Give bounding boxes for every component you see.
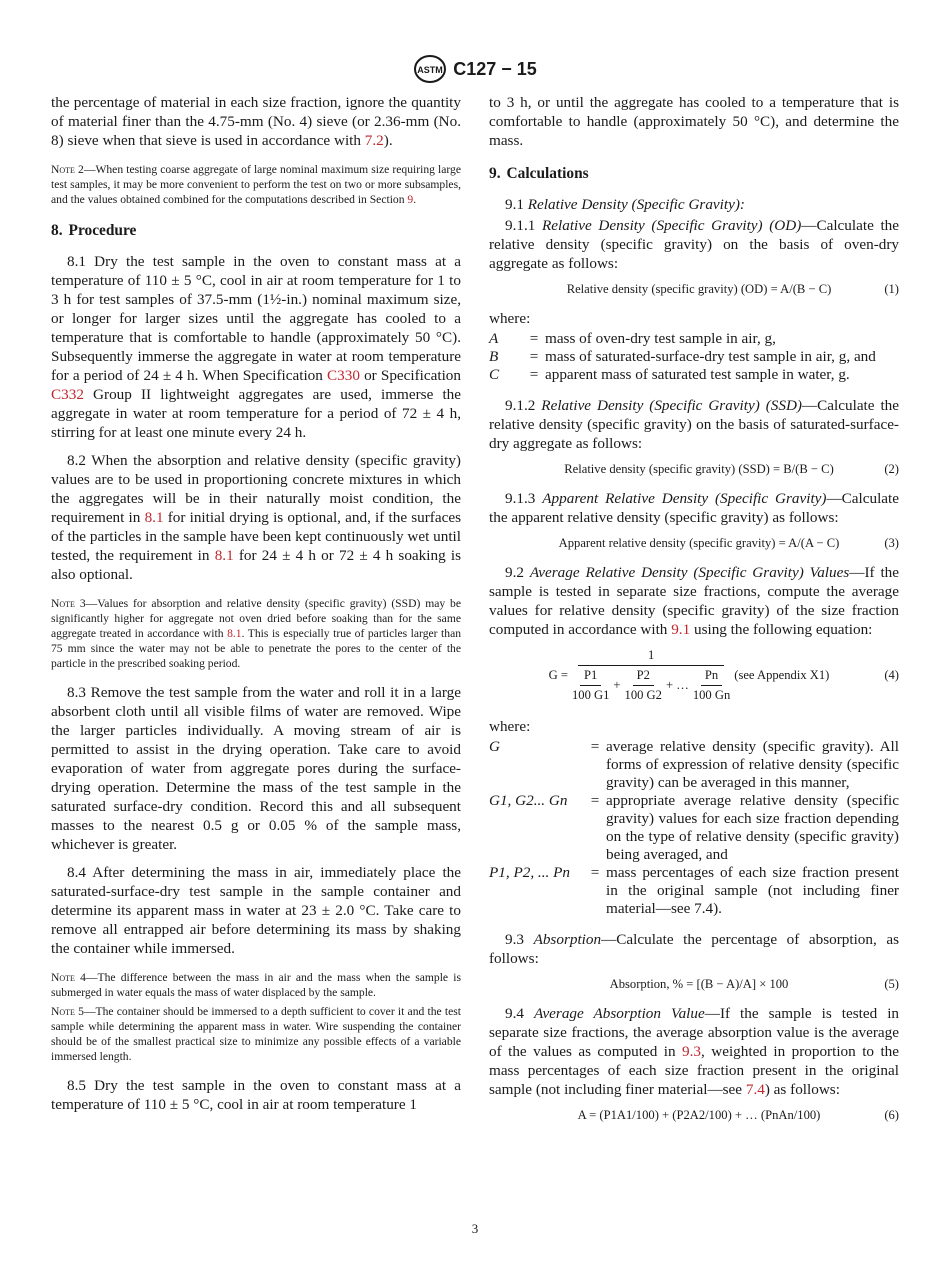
ref-link-c332[interactable]: C332	[51, 386, 84, 403]
paragraph-9-2: 9.2 Average Relative Density (Specific Gravity) Values—If the sample is tested in separate size fractions, compute the average values for relative density (specific gravity) of the size fraction computed in accordance with 9.1 using the following equation:	[489, 564, 899, 638]
paragraph-8-2: 8.2 When the absorption and relative density (specific gravity) values are to be used in proportioning concrete mixtures in which the aggregates will be in their naturally moist condition, the requirement in 8.1 for initial drying is optional, and, if the surfaces of the particles in the sample have been kept continuously wet until tested, the requirement in 8.1 for 24 ± 4 h or 72 ± 4 h soaking is also optional.	[51, 452, 462, 583]
paragraph-9-1-1: 9.1.1 Relative Density (Specific Gravity) (OD)—Calculate the relative density (specific gravity) on the basis of oven-dry aggregate as follows:	[489, 217, 899, 272]
equation-3: Apparent relative density (specific gravity) = A/(A − C) (3)	[558, 536, 899, 550]
logo-text: ASTM	[417, 65, 443, 75]
where-label-1: where:	[489, 310, 531, 327]
definition-row: C = apparent mass of saturated test sample in water, g.	[489, 366, 850, 383]
paragraph-8-1: 8.1 Dry the test sample in the oven to constant mass at a temperature of 110 ± 5 °C, cool in air at room temperature for 1 to 3 h for test samples of 37.5-mm (1½-in.) nominal maximum size, or longer for larger sizes until the aggregate has cooled to a temperature that is comfortable to handle (approximately 50 °C). Subsequently immerse the aggregate in water at room temperature for a period of 24 ± 4 h. When Specification C330 or Specification C332 Group II lightweight aggregates are used, immerse the aggregate in water at room temperature for a period of 72 ± 4 h, stirring for at least one minute every 24 h.	[51, 253, 461, 441]
paragraph-9-4: 9.4 Average Absorption Value—If the sample is tested in separate size fractions, the average absorption value is the average of the values as computed in 9.3, weighted in proportion to the mass percentages of each size fraction present in the original sample (not including finer material—see 7.4) as follows:	[489, 1005, 900, 1098]
ref-link-8-1-b[interactable]: 8.1	[214, 547, 234, 564]
ref-link-7-2[interactable]: 7.2	[364, 132, 384, 149]
equation-5: Absorption, % = [(B − A)/A] × 100 (5)	[609, 977, 899, 991]
note-4: Note 4—The difference between the mass in air and the mass when the sample is submerged in water equals the mass of water displaced by the sample.	[51, 971, 461, 999]
page-number: 3	[471, 1221, 479, 1236]
equation-2: Relative density (specific gravity) (SSD) = B/(B − C) (2)	[564, 462, 899, 476]
document-id: C127 − 15	[453, 58, 537, 79]
paragraph-9-3: 9.3 Absorption—Calculate the percentage of absorption, as follows:	[489, 931, 899, 967]
where-label-2: where:	[489, 718, 531, 735]
note-3: Note 3—Values for absorption and relative density (specific gravity) (SSD) may be significantly higher for aggregate not oven dried before soaking than for the same aggregate treated in accordance with 8.1. This is especially true of particles larger than 75 mm since the water may not be able to penetrate the pores to the center of the particle in the prescribed soaking period.	[51, 597, 462, 670]
ref-link-9-1[interactable]: 9.1	[671, 621, 691, 638]
definition-row: G1, G2... Gn = appropriate average relative density (specific gravity) values for each size fraction depending on the type of relative density (specific gravity) being averaged, and	[489, 792, 899, 863]
paragraph-8-5: 8.5 Dry the test sample in the oven to constant mass at a temperature of 110 ± 5 °C, cool in air at room temperature 1	[51, 1077, 461, 1113]
paragraph-8-4: 8.4 After determining the mass in air, immediately place the saturated-surface-dry test sample in the sample container and determine its apparent mass in water at 23 ± 2.0 °C. Take care to remove all entrapped air before determining its mass by shaking the container while immersed.	[51, 864, 461, 957]
section-8-heading: 8. Procedure	[51, 222, 137, 239]
right-column	[489, 93, 899, 1135]
page-header	[0, 52, 950, 86]
paragraph-8-3: 8.3 Remove the test sample from the water and roll it in a large absorbent cloth until all visible films of water are removed. Wipe the larger particles individually. A moving stream of air is permitted to assist in the drying operation. Take care to avoid evaporation of water from aggregate pores during the surface-drying operation. Determine the mass of the test sample in the saturated surface-dry condition. Record this and all subsequent masses to the nearest 0.5 g or 0.05 % of the sample mass, whichever is greater.	[51, 684, 461, 853]
ref-link-8-1[interactable]: 8.1	[144, 509, 164, 526]
definition-row: B = mass of saturated-surface-dry test sample in air, g, and	[489, 348, 876, 365]
definition-row: A = mass of oven-dry test sample in air, g,	[489, 330, 776, 347]
paragraph-9-1: 9.1 Relative Density (Specific Gravity):	[505, 196, 745, 213]
equation-6: A = (P1A1/100) + (P2A2/100) + … (PnAn/100) (6)	[577, 1108, 899, 1122]
paragraph-9-1-3: 9.1.3 Apparent Relative Density (Specific Gravity)—Calculate the apparent relative density (specific gravity) as follows:	[489, 490, 900, 526]
continued-paragraph: the percentage of material in each size fraction, ignore the quantity of material finer than the 4.75-mm (No. 4) sieve (or 2.36-mm (No. 8) sieve when that sieve is used in accordance with 7.2).	[51, 94, 461, 149]
equation-4: G = 1 $\frac{P1}{100 G1}$ + $\frac{P2}{100 G2}$ + … $\frac{Pn}{100 Gn}$ (see Appendix X1) (4)	[548, 648, 899, 702]
paragraph-9-1-2: 9.1.2 Relative Density (Specific Gravity) (SSD)—Calculate the relative density (specific gravity) on the basis of saturated-surface-dry aggregate as follows:	[489, 397, 899, 452]
equation-1: Relative density (specific gravity) (OD) = A/(B − C) (1)	[566, 282, 899, 296]
definition-row: G = average relative density (specific gravity). All forms of expression of relative density (specific gravity) can be averaged in this manner,	[489, 738, 899, 791]
note-5: Note 5—The container should be immersed to a depth sufficient to cover it and the test sample while determining the apparent mass in water. Wire suspending the container should be of the smallest practical size to minimize any possible effects of a variable immersed length.	[51, 1005, 461, 1063]
section-9-heading: 9. Calculations	[489, 165, 589, 182]
definitions-table-1	[489, 330, 899, 384]
left-column	[51, 93, 461, 1123]
definitions-table-2	[489, 738, 899, 918]
astm-logo-icon	[413, 54, 447, 84]
ref-link-7-4[interactable]: 7.4	[745, 1081, 765, 1098]
ref-link-8-1-c[interactable]: 8.1	[227, 627, 242, 640]
definition-row: P1, P2, ... Pn = mass percentages of each size fraction present in the original sample (not including finer material—see 7.4).	[489, 864, 899, 917]
ref-link-section-9[interactable]: 9	[407, 193, 414, 206]
note-2: Note 2—When testing coarse aggregate of large nominal maximum size requiring large test samples, it may be more convenient to perform the test on two or more subsamples, and the values obtained combined for the computations described in Section 9.	[51, 163, 461, 206]
ref-link-9-3[interactable]: 9.3	[682, 1043, 702, 1060]
continued-paragraph-right: to 3 h, or until the aggregate has cooled to a temperature that is comfortable to handle (approximately 50 °C), and determine the mass.	[489, 94, 899, 149]
ref-link-c330[interactable]: C330	[327, 367, 360, 384]
